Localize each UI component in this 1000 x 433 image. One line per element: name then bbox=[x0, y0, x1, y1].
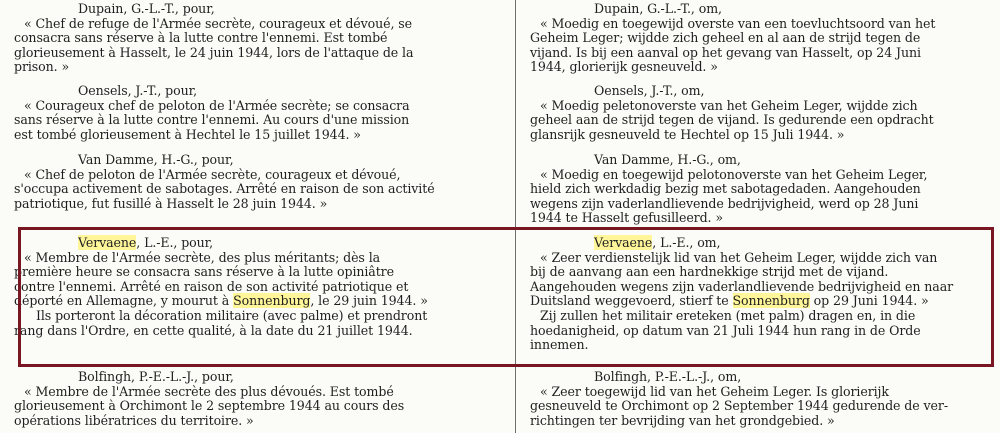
citation-line: geheel aan de strijd tegen de vijand. Is gedurende een opdracht bbox=[530, 112, 934, 128]
entry-initials: , H.-G., pour, bbox=[153, 152, 234, 167]
place-highlighted: Sonnenburg bbox=[732, 293, 810, 309]
entry-initials: , G.-L.-T., om, bbox=[639, 1, 722, 16]
closing-line: innemen. bbox=[530, 337, 589, 353]
entry-name: Bolfingh bbox=[78, 369, 132, 384]
citation-line: glorieusement à Hasselt, le 24 juin 1944, lors de l'attaque de la bbox=[14, 44, 414, 60]
citation-line: Aangehouden wegens zijn vaderlandlievende bedrijvigheid en naar bbox=[530, 278, 954, 294]
entry-name: Van Damme bbox=[594, 152, 670, 167]
entry-name-highlighted: Vervaene bbox=[78, 235, 137, 250]
citation-line: glansrijk gesneuveld te Hechtel op 15 Juli 1944. » bbox=[530, 126, 845, 142]
entry-bolfingh-nl bbox=[530, 370, 992, 428]
entry-initials: , G.-L.-T., pour, bbox=[123, 1, 215, 16]
entry-initials: , P.-E.-L.-J., om, bbox=[647, 369, 742, 384]
citation-line: glorieusement à Orchimont le 2 septembre 1944 au cours des bbox=[14, 398, 405, 414]
citation-line: « Membre de l'Armée secrète, des plus méritants; dès la bbox=[24, 249, 381, 265]
citation-line: « Chef de peloton de l'Armée secrète, courageux et dévoué, bbox=[24, 166, 401, 182]
entry-van-damme-fr bbox=[14, 153, 500, 211]
citation-line: « Chef de refuge de l'Armée secrète, courageux et dévoué, se bbox=[24, 15, 413, 31]
citation-line: 1944 te Hasselt gefusilleerd. » bbox=[530, 210, 723, 226]
place-highlighted: Sonnenburg bbox=[233, 293, 311, 309]
citation-line: consacra sans réserve à la lutte contre l'ennemi. Est tombé bbox=[14, 30, 388, 46]
entry-initials: , J.-T., pour, bbox=[127, 83, 198, 98]
citation-line: bij de aanvang aan een hardnekkige strijd met de vijand. bbox=[530, 264, 889, 280]
citation-line: s'occupa activement de sabotages. Arrêté en raison de son activité bbox=[14, 181, 435, 197]
entry-initials: , L.-E., pour, bbox=[136, 235, 214, 250]
entry-oensels-nl bbox=[530, 84, 992, 142]
entry-name-highlighted: Vervaene bbox=[594, 235, 653, 250]
citation-line: vijand. Is bij een aanval op het gevang van Hasselt, op 24 Juni bbox=[530, 44, 921, 60]
entry-name: Bolfingh bbox=[594, 369, 648, 384]
closing-line: rang dans l'Ordre, en cette qualité, à la date du 21 juillet 1944. bbox=[14, 322, 413, 338]
closing-line: Ils porteront la décoration militaire (avec palme) et prendront bbox=[36, 307, 428, 323]
citation-line: « Zeer verdienstelijk lid van het Geheim Leger, wijdde zich van bbox=[540, 249, 938, 265]
entry-oensels-fr bbox=[14, 84, 500, 142]
citation-line: « Moedig en toegewijd pelotonoverste van het Geheim Leger, bbox=[540, 166, 928, 182]
citation-line: contre l'ennemi. Arrêté en raison de son activité patriotique et bbox=[14, 278, 409, 294]
entry-vervaene-fr bbox=[14, 236, 500, 338]
citation-line: « Membre de l'Armée secrète des plus dévoués. Est tombé bbox=[24, 383, 394, 399]
citation-line: gesneuveld te Orchimont op 2 September 1944 gedurende de ver- bbox=[530, 398, 948, 414]
citation-line: Duitsland weggevoerd, stierf te bbox=[530, 293, 733, 309]
dutch-column bbox=[530, 0, 992, 433]
citation-line: « Moedig peletonoverste van het Geheim Leger, wijdde zich bbox=[540, 97, 918, 113]
column-divider bbox=[515, 0, 516, 433]
closing-line: Zij zullen het militair ereteken (met palm) dragen en, in die bbox=[540, 307, 916, 323]
entry-initials: , H.-G., om, bbox=[669, 152, 741, 167]
citation-line: prison. » bbox=[14, 59, 70, 75]
entry-bolfingh-fr bbox=[14, 370, 500, 428]
citation-line: « Moedig en toegewijd overste van een toevluchtsoord van het bbox=[540, 15, 936, 31]
citation-line: patriotique, fut fusillé à Hasselt le 28 juin 1944. » bbox=[14, 195, 328, 211]
entry-initials: , J.-T., om, bbox=[643, 83, 705, 98]
entry-dupain-nl bbox=[530, 2, 992, 75]
citation-line: Geheim Leger; wijdde zich geheel en al aan de strijd tegen de bbox=[530, 30, 921, 46]
entry-name: Dupain bbox=[78, 1, 124, 16]
citation-line: wegens zijn vaderlandlievende bedrijvigheid, werd op 28 Juni bbox=[530, 195, 919, 211]
citation-line: richtingen ter bevrijding van het grondgebied. » bbox=[530, 412, 835, 428]
closing-line: hoedanigheid, op datum van 21 Juli 1944 hun rang in de Orde bbox=[530, 322, 921, 338]
entry-dupain-fr bbox=[14, 2, 500, 75]
citation-line-tail: op 29 Juni 1944. » bbox=[809, 293, 929, 309]
entry-van-damme-nl bbox=[530, 152, 992, 226]
entry-name: Van Damme bbox=[78, 152, 154, 167]
citation-line: hield zich werkdadig bezig met sabotagedaden. Aangehouden bbox=[530, 181, 921, 197]
citation-line: 1944, glorierijk gesneuveld. » bbox=[530, 59, 718, 75]
entry-name: Dupain bbox=[594, 1, 640, 16]
citation-line: « Courageux chef de peloton de l'Armée secrète; se consacra bbox=[24, 97, 410, 113]
citation-line: déporté en Allemagne, y mourut à bbox=[14, 293, 234, 309]
entry-name: Oensels bbox=[594, 83, 644, 98]
citation-line: « Zeer toegewijd lid van het Geheim Leger. Is glorierijk bbox=[540, 383, 889, 399]
citation-line: première heure se consacra sans réserve à la lutte opiniâtre bbox=[14, 264, 394, 280]
entry-initials: , L.-E., om, bbox=[652, 235, 721, 250]
french-column bbox=[14, 0, 500, 433]
citation-line-tail: , le 29 juin 1944. » bbox=[310, 293, 428, 309]
entry-initials: , P.-E.-L.-J., pour, bbox=[131, 369, 234, 384]
entry-name: Oensels bbox=[78, 83, 128, 98]
citation-line: sans réserve à la lutte contre l'ennemi. Au cours d'une mission bbox=[14, 112, 410, 128]
citation-line: est tombé glorieusement à Hechtel le 15 juillet 1944. » bbox=[14, 126, 361, 142]
entry-vervaene-nl bbox=[530, 236, 992, 353]
citation-line: opérations libératrices du territoire. » bbox=[14, 412, 254, 428]
